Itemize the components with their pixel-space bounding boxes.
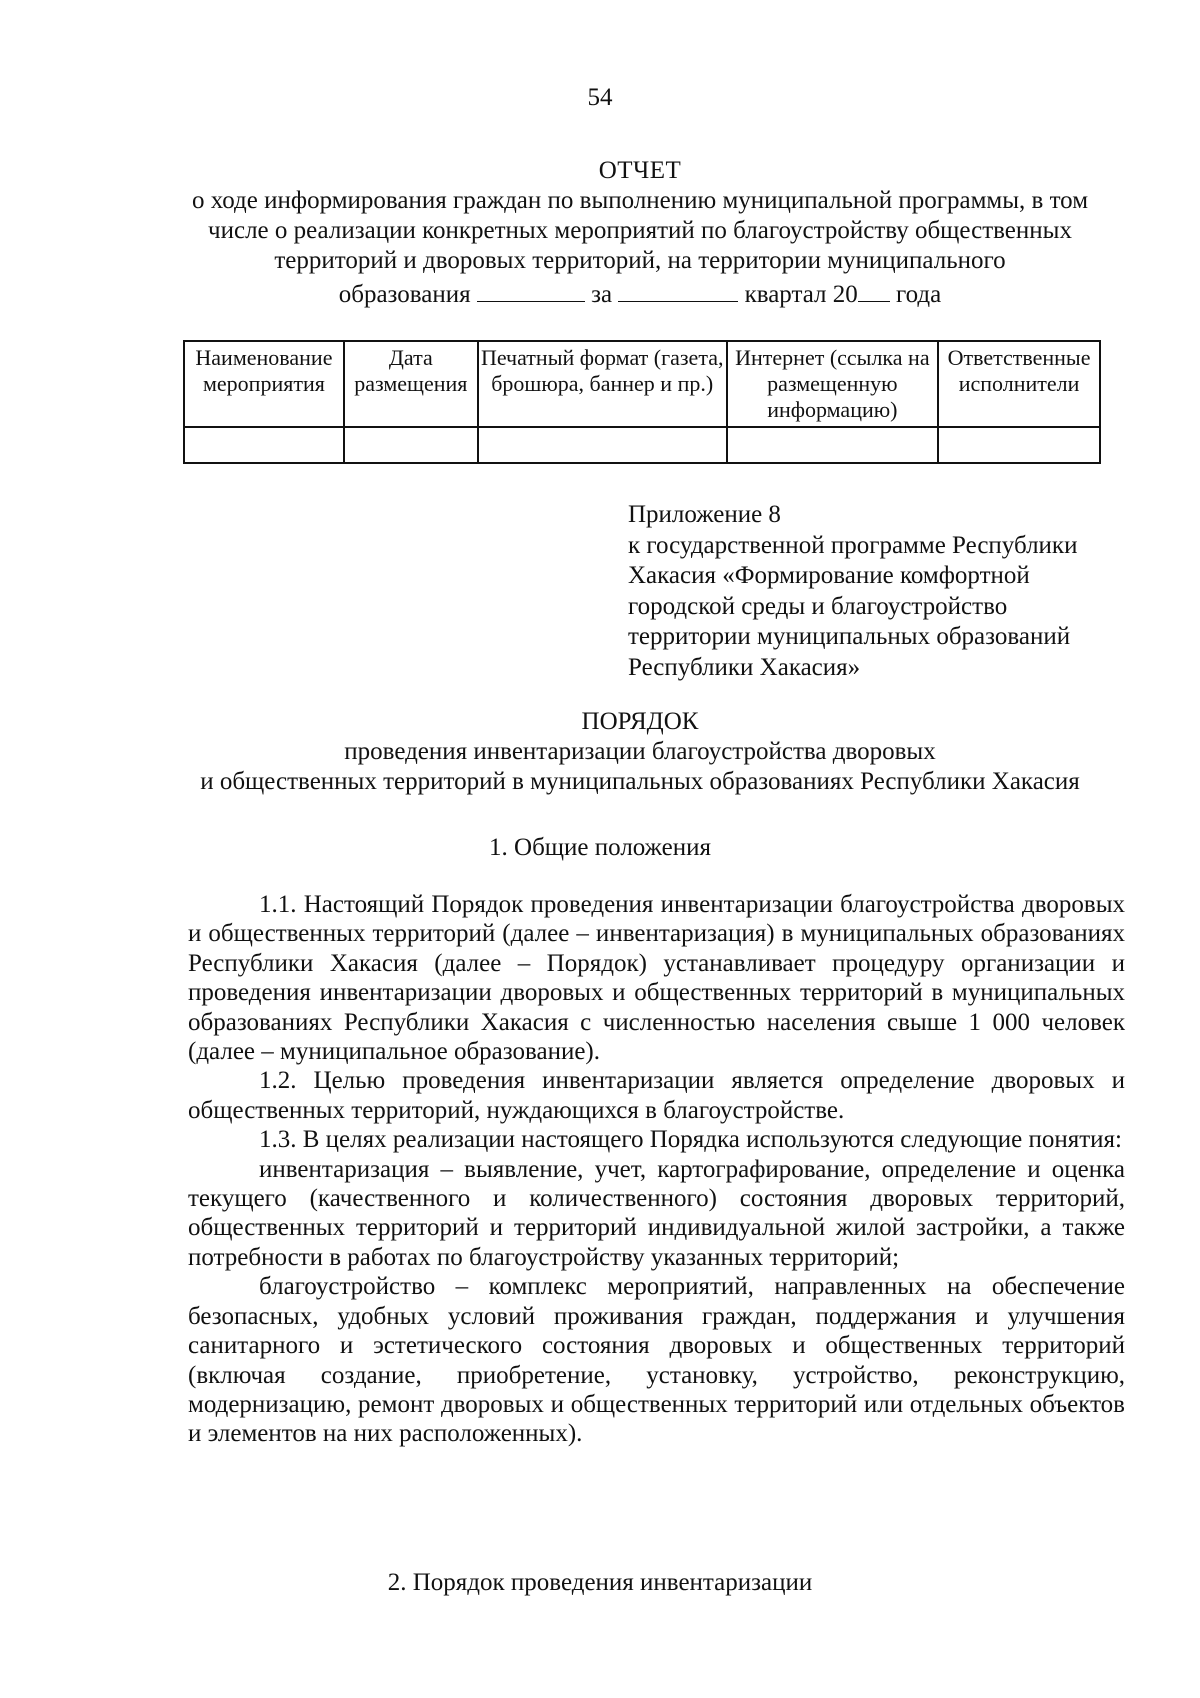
appendix-line: Приложение 8: [628, 501, 781, 528]
paragraph: благоустройство – комплекс мероприятий, направленных на обеспечение безопасных, удобных условий проживания граждан, поддержания и улучшения санитарного и эстетического состояния дворовых и общественных территорий (включая создание, приобретение, установку, устройство, реконструкцию, модернизацию, ремонт дворовых и общественных территорий или отдельных объектов и элементов на них расположенных).: [188, 1273, 1125, 1448]
section-1-heading: 1. Общие положения: [489, 834, 711, 861]
report-title: ОТЧЕТ: [598, 157, 682, 184]
table-cell: [478, 427, 727, 463]
quarter-label: квартал 20: [744, 281, 858, 308]
municipality-label: образования: [338, 281, 471, 308]
appendix-block: [628, 500, 1128, 683]
table-header-cell: Печатный формат (газета, брошюра, баннер и пр.): [478, 341, 727, 427]
procedure-subtitle-line-1: проведения инвентаризации благоустройства дворовых: [344, 738, 936, 765]
appendix-line: Хакасия «Формирование комфортной: [628, 562, 1030, 589]
table-row: [184, 427, 1100, 463]
table-cell: [344, 427, 478, 463]
table-header-cell: Наименование мероприятия: [184, 341, 344, 427]
procedure-title: ПОРЯДОК: [581, 708, 699, 735]
table-header-cell: Дата размещения: [344, 341, 478, 427]
paragraph: инвентаризация – выявление, учет, картографирование, определение и оценка текущего (качественного и количественного) состояния дворовых территорий, общественных территорий и территорий индивидуальной жилой застройки, а также потребности в работах по благоустройству указанных территорий;: [188, 1155, 1125, 1271]
paragraph: 1.1. Настоящий Порядок проведения инвентаризации благоустройства дворовых и общественных территорий (далее – инвентаризация) в муниципальных образованиях Республики Хакасия (далее – Порядок) устанавливает процедуру организации и проведения инвентаризации дворовых и общественных территорий в муниципальных образованиях Республики Хакасия с численностью населения свыше 1 000 человек (далее – муниципальное образование).: [188, 891, 1125, 1066]
section-1-body: [188, 890, 1125, 1449]
quarter-blank: [618, 276, 738, 302]
section-2-heading: 2. Порядок проведения инвентаризации: [387, 1569, 813, 1596]
report-period-line: [170, 276, 1110, 310]
table-header-row: [184, 341, 1100, 427]
table-cell: [727, 427, 938, 463]
year-blank: [858, 276, 890, 302]
report-subtitle-line-2: числе о реализации конкретных мероприятий по благоустройству общественных: [208, 217, 1072, 244]
table-header-cell: Ответственные исполнители: [938, 341, 1100, 427]
appendix-line: Республики Хакасия»: [628, 653, 861, 681]
procedure-heading: [170, 707, 1110, 797]
table-cell: [184, 427, 344, 463]
procedure-subtitle-line-2: и общественных территорий в муниципальных образованиях Республики Хакасия: [200, 768, 1080, 795]
table-header-cell: Интернет (ссылка на размещенную информацию): [727, 341, 938, 427]
year-label: года: [896, 281, 942, 308]
page-number: 54: [587, 84, 613, 111]
report-heading: [170, 156, 1110, 310]
report-subtitle-line-1: о ходе информирования граждан по выполнению муниципальной программы, в том: [191, 187, 1089, 214]
report-subtitle-line-3: территорий и дворовых территорий, на территории муниципального: [274, 247, 1006, 274]
appendix-line: к государственной программе Республики: [628, 531, 1078, 559]
table-cell: [938, 427, 1100, 463]
appendix-line: территории муниципальных образований: [628, 623, 1071, 650]
municipality-blank: [477, 276, 585, 302]
for-label: за: [591, 281, 613, 308]
paragraph: 1.2. Целью проведения инвентаризации является определение дворовых и общественных территорий, нуждающихся в благоустройстве.: [188, 1067, 1125, 1124]
report-table: [183, 340, 1101, 464]
appendix-line: городской среды и благоустройство: [628, 592, 1008, 620]
paragraph: 1.3. В целях реализации настоящего Порядка используются следующие понятия:: [259, 1126, 1123, 1154]
